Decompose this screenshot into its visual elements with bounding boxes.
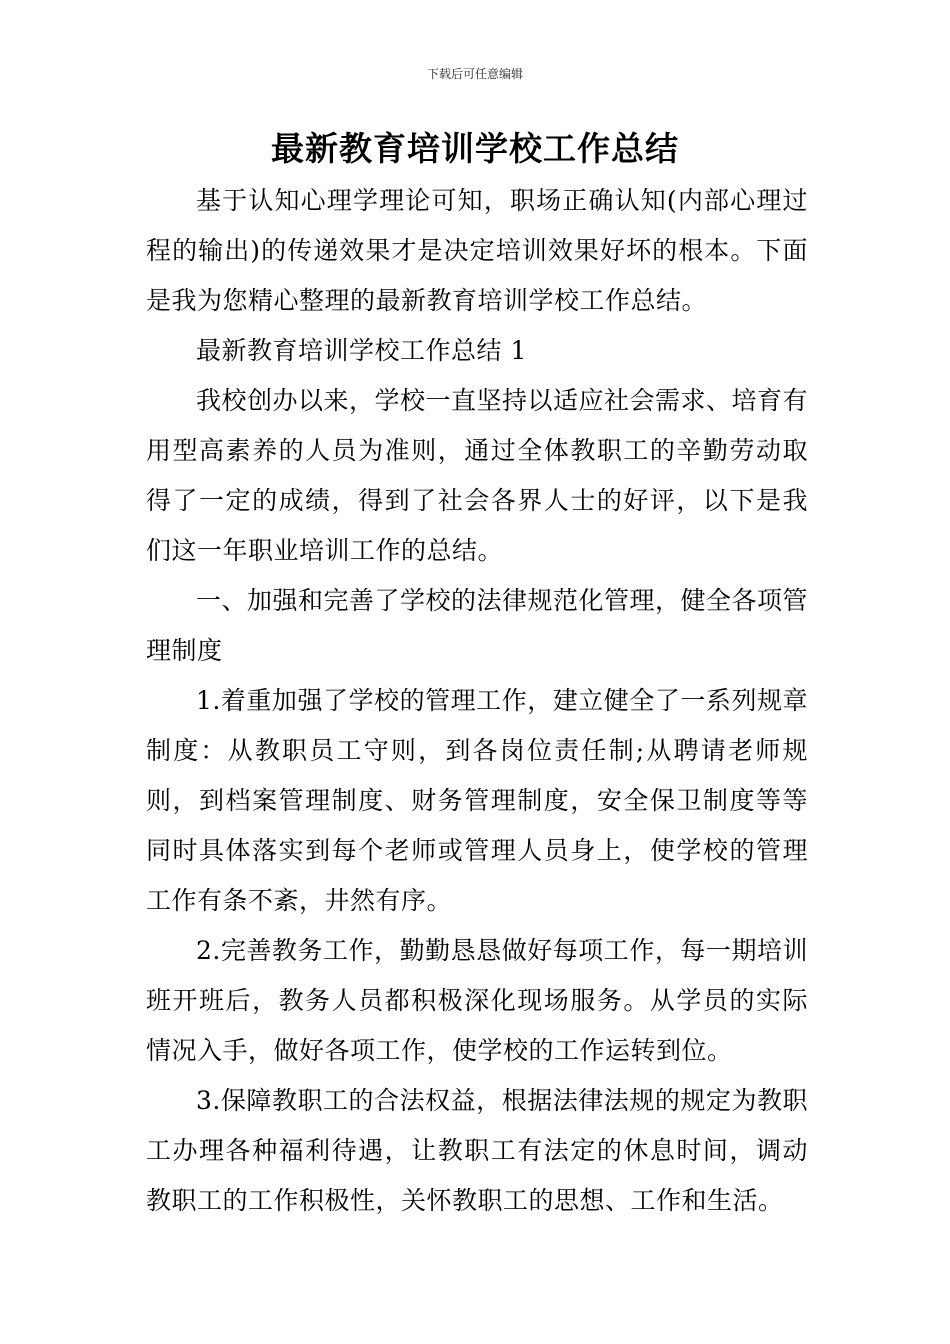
document-body xyxy=(146,176,808,1226)
section-heading: 最新教育培训学校工作总结 1 xyxy=(196,336,527,365)
list-item-2: 2.完善教务工作，勤勤恳恳做好每项工作，每一期培训班开班后，教务人员都积极深化现场服务。从学员的实际情况入手，做好各项工作，使学校的工作运转到位。 xyxy=(146,936,808,1065)
body-paragraph: 我校创办以来，学校一直坚持以适应社会需求、培育有用型高素养的人员为准则，通过全体教职工的辛勤劳动取得了一定的成绩，得到了社会各界人士的好评，以下是我们这一年职业培训工作的总结。 xyxy=(146,386,809,565)
intro-paragraph: 基于认知心理学理论可知，职场正确认知(内部心理过程的输出)的传递效果才是决定培训效果好坏的根本。下面是我为您精心整理的最新教育培训学校工作总结。 xyxy=(146,186,808,315)
header-note: 下载后可任意编辑 xyxy=(426,67,523,81)
list-item-1: 1.着重加强了学校的管理工作，建立健全了一系列规章制度：从教职员工守则，到各岗位责任制;从聘请老师规则，到档案管理制度、财务管理制度，安全保卫制度等等同时具体落实到每个老师或管理人员身上，使学校的管理工作有条不紊，井然有序。 xyxy=(146,686,808,915)
subsection-heading: 一、加强和完善了学校的法律规范化管理，健全各项管理制度 xyxy=(146,586,809,665)
list-item-3: 3.保障教职工的合法权益，根据法律法规的规定为教职工办理各种福利待遇，让教职工有法定的休息时间，调动教职工的工作积极性，关怀教职工的思想、工作和生活。 xyxy=(146,1086,808,1215)
document-title: 最新教育培训学校工作总结 xyxy=(271,129,679,168)
